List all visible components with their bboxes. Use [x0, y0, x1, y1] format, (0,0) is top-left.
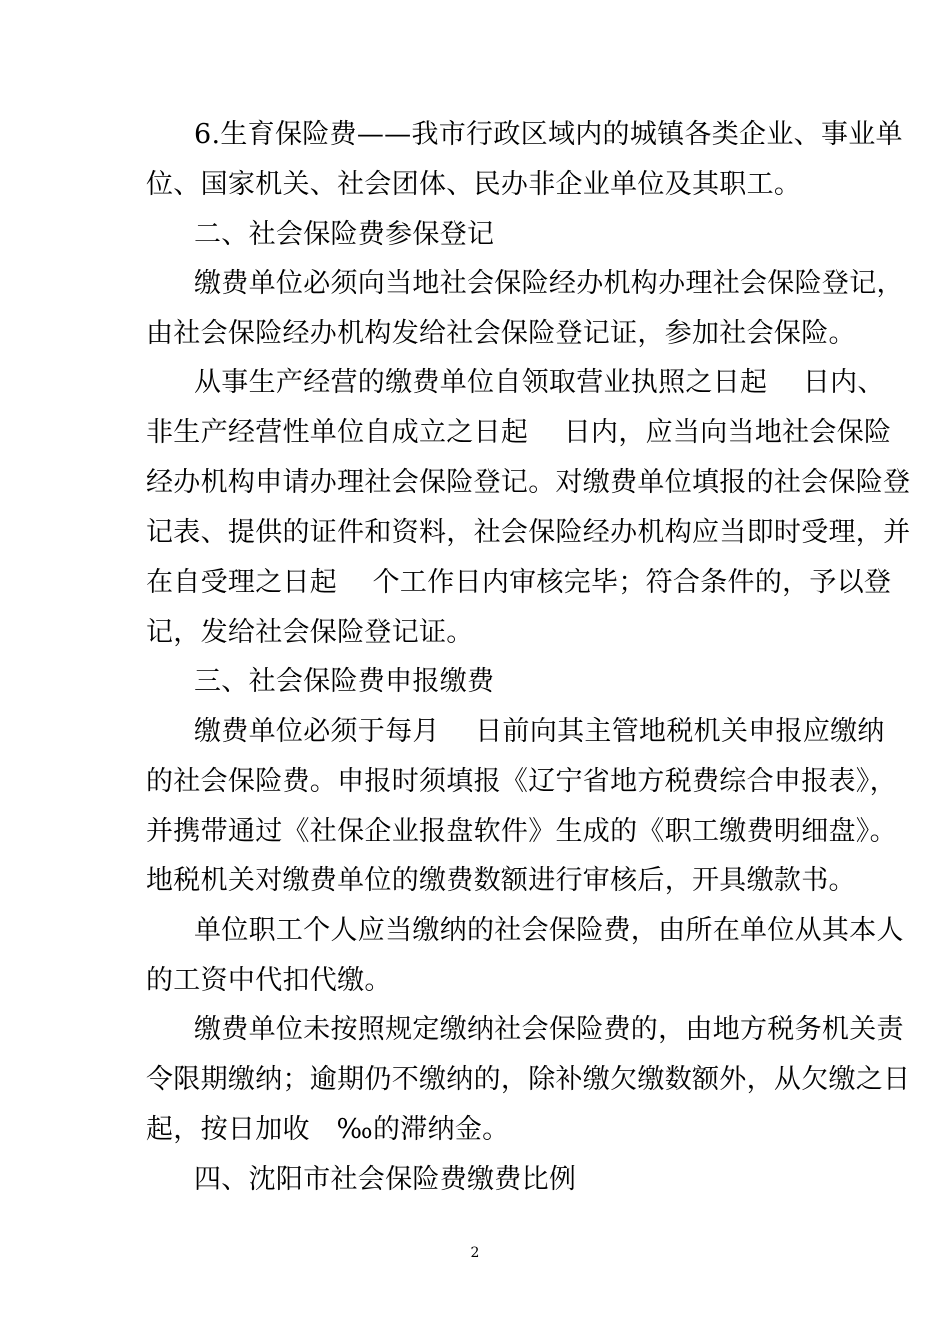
- text-line: 由社会保险经办机构发给社会保险登记证，参加社会保险。: [146, 318, 856, 349]
- text-line: 起，按日加收 ‰的滞纳金。: [146, 1114, 510, 1145]
- section-heading: 四、沈阳市社会保险费缴费比例: [194, 1164, 577, 1195]
- text-line: 单位职工个人应当缴纳的社会保险费，由所在单位从其本人: [194, 915, 904, 946]
- text-line: 的社会保险费。申报时须填报《辽宁省地方税费综合申报表》，: [146, 766, 897, 797]
- text-line: 位、国家机关、社会团体、民办非企业单位及其职工。: [146, 169, 802, 200]
- text-line: 缴费单位必须于每月 日前向其主管地税机关申报应缴纳: [194, 716, 885, 747]
- text-line: 记表、提供的证件和资料，社会保险经办机构应当即时受理，并: [146, 517, 911, 548]
- text-line: 6.生育保险费——我市行政区域内的城镇各类企业、事业单: [194, 119, 903, 150]
- text-line: 记，发给社会保险登记证。: [146, 617, 474, 648]
- text-line: 非生产经营性单位自成立之日起 日内，应当向当地社会保险: [146, 417, 892, 448]
- page-number: 2: [470, 1245, 480, 1261]
- section-heading: 三、社会保险费申报缴费: [194, 666, 495, 697]
- text-line: 经办机构申请办理社会保险登记。对缴费单位填报的社会保险登: [146, 467, 911, 498]
- text-line: 地税机关对缴费单位的缴费数额进行审核后，开具缴款书。: [146, 865, 856, 896]
- text-line: 从事生产经营的缴费单位自领取营业执照之日起 日内、: [194, 367, 885, 398]
- text-line: 在自受理之日起 个工作日内审核完毕；符合条件的，予以登: [146, 567, 892, 598]
- text-line: 并携带通过《社保企业报盘软件》生成的《职工缴费明细盘》。: [146, 816, 897, 847]
- text-line: 缴费单位未按照规定缴纳社会保险费的，由地方税务机关责: [194, 1014, 904, 1045]
- section-heading: 二、社会保险费参保登记: [194, 219, 495, 250]
- text-line: 令限期缴纳；逾期仍不缴纳的，除补缴欠缴数额外，从欠缴之日: [146, 1064, 911, 1095]
- text-line: 缴费单位必须向当地社会保险经办机构办理社会保险登记，: [194, 268, 904, 299]
- text-line: 的工资中代扣代缴。: [146, 965, 392, 996]
